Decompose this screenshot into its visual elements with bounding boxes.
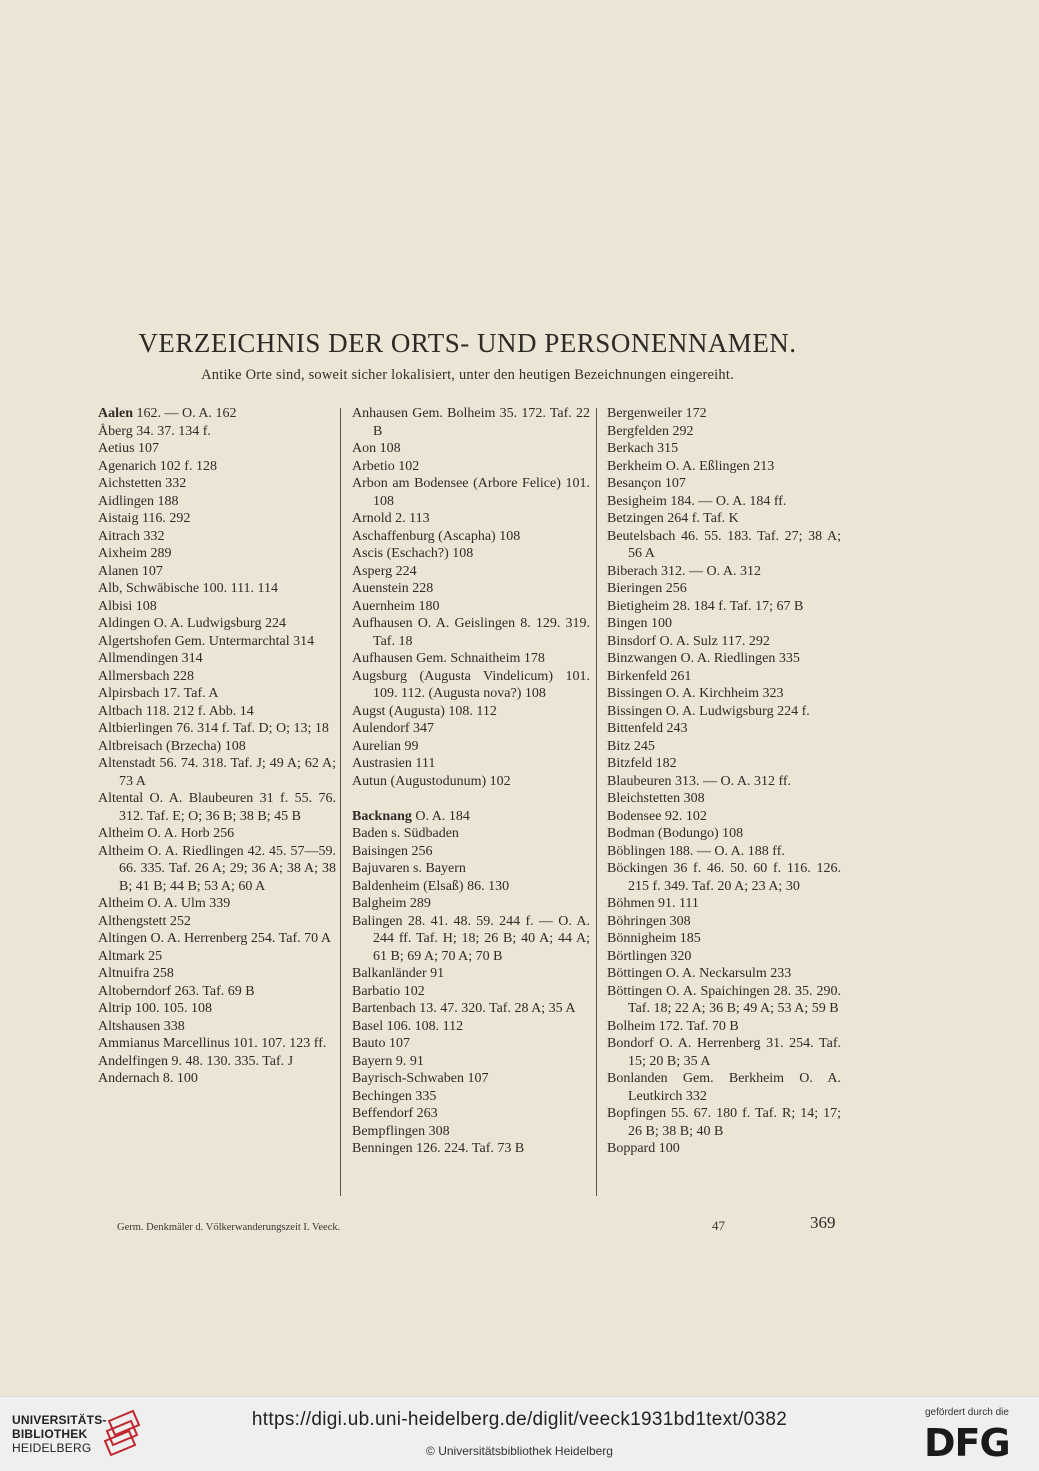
index-entry-text: Aichstetten 332 (98, 476, 187, 491)
index-entry-text: Baden s. Südbaden (352, 826, 459, 841)
index-entry (98, 650, 336, 668)
index-entry (98, 843, 336, 896)
index-entry (607, 773, 841, 791)
index-entry-text: Bonlanden Gem. Berkheim O. A. Leutkirch 332 (607, 1071, 841, 1104)
index-entry-text: Altbreisach (Brzecha) 108 (98, 738, 246, 754)
index-entry (607, 1070, 841, 1105)
index-entry-text: Balkanländer 91 (352, 966, 445, 981)
index-entry (352, 668, 590, 703)
index-entry (607, 580, 841, 598)
index-entry-text: Altbierlingen 76. 314 f. Taf. D; O; 13; 18 (98, 721, 329, 736)
index-entry-text: Bodman (Bodungo) 108 (607, 826, 744, 841)
index-entry-text: 162. — O. A. 162 (133, 406, 237, 421)
index-entry (352, 965, 590, 983)
index-entry-text: Balgheim 289 (352, 896, 431, 911)
index-entry (352, 1018, 590, 1036)
index-entry-text: Bietigheim 28. 184 f. Taf. 17; 67 B (607, 598, 804, 614)
index-entry (98, 1070, 336, 1088)
copyright-notice: © Universitätsbibliothek Heidelberg (426, 1444, 613, 1458)
index-entry-text: Altmark 25 (98, 948, 163, 964)
index-column-3 (607, 405, 841, 1158)
index-entry-text: Bergenweiler 172 (607, 406, 707, 421)
index-entry (98, 703, 336, 721)
index-entry (352, 545, 590, 563)
index-entry-text: O. A. 184 (411, 808, 470, 824)
index-entry (352, 895, 590, 913)
index-entry (607, 860, 841, 895)
index-entry-text: Arbetio 102 (352, 458, 420, 474)
index-entry (98, 1053, 336, 1071)
index-entry (98, 440, 336, 458)
index-entry (607, 930, 841, 948)
column-divider (340, 408, 341, 1196)
index-entry-text: Altrip 100. 105. 108 (98, 1001, 212, 1016)
index-entry (607, 405, 841, 423)
index-entry (98, 580, 336, 598)
index-entry-text: Altental O. A. Blaubeuren 31 f. 55. 76. 312. Taf. E; O; 36 B; 38 B; 45 B (98, 791, 336, 824)
index-entry-text: Besigheim 184. — O. A. 184 ff. (607, 493, 787, 509)
index-entry-text: Bajuvaren s. Bayern (352, 861, 466, 876)
index-entry-text: Austrasien 111 (352, 756, 436, 771)
index-entry-text: Binzwangen O. A. Riedlingen 335 (607, 651, 800, 666)
index-entry-text: Binsdorf O. A. Sulz 117. 292 (607, 633, 770, 649)
index-column-2 (352, 405, 590, 1158)
index-entry-text: Baldenheim (Elsaß) 86. 130 (352, 878, 510, 894)
index-entry-text: Aldingen O. A. Ludwigsburg 224 (98, 616, 286, 631)
index-entry-text: Aon 108 (352, 441, 401, 456)
index-entry (607, 738, 841, 756)
index-entry (98, 965, 336, 983)
index-entry (98, 563, 336, 581)
index-entry (352, 913, 590, 966)
index-entry-text: Auernheim 180 (352, 598, 440, 614)
index-entry (607, 755, 841, 773)
index-entry-text: Böttingen O. A. Neckarsulm 233 (607, 966, 792, 981)
index-entry (352, 1000, 590, 1018)
index-entry-text: Aidlingen 188 (98, 493, 179, 509)
index-entry (352, 738, 590, 756)
index-entry (352, 580, 590, 598)
index-entry (98, 458, 336, 476)
index-entry (352, 598, 590, 616)
index-entry (98, 948, 336, 966)
index-entry-text: Bartenbach 13. 47. 320. Taf. 28 A; 35 A (352, 1001, 576, 1016)
index-entry (98, 1000, 336, 1018)
index-entry-headword: Aalen (98, 406, 133, 421)
index-entry-text: Bissingen O. A. Kirchheim 323 (607, 686, 784, 701)
index-entry (607, 895, 841, 913)
index-entry-text: Bayern 9. 91 (352, 1053, 424, 1069)
index-entry-text: Arnold 2. 113 (352, 511, 430, 526)
index-entry (352, 1123, 590, 1141)
index-entry-text: Allmendingen 314 (98, 651, 203, 666)
index-entry (352, 808, 590, 826)
index-entry (607, 685, 841, 703)
index-entry-text: Bleichstetten 308 (607, 791, 705, 806)
index-entry (98, 475, 336, 493)
index-entry (607, 720, 841, 738)
index-entry-text: Augsburg (Augusta Vindelicum) 101. 109. 112. (Augusta nova?) 108 (352, 668, 590, 701)
index-entry (352, 615, 590, 650)
index-entry (607, 458, 841, 476)
index-entry-text: Algertshofen Gem. Untermarchtal 314 (98, 633, 315, 649)
index-entry (352, 843, 590, 861)
index-entry (352, 1105, 590, 1123)
index-entry-text: Altheim O. A. Horb 256 (98, 826, 235, 841)
index-entry (352, 860, 590, 878)
index-entry-text: Baisingen 256 (352, 843, 433, 859)
index-entry (352, 563, 590, 581)
index-entry (352, 878, 590, 896)
index-entry-text: Altingen O. A. Herrenberg 254. Taf. 70 A (98, 931, 331, 946)
index-entry-text: Altenstadt 56. 74. 318. Taf. J; 49 A; 62 A; 73 A (98, 756, 336, 789)
page-title: VERZEICHNIS DER ORTS- UND PERSONENNAMEN. (138, 328, 797, 358)
index-entry (352, 1140, 590, 1158)
index-entry-text: Aistaig 116. 292 (98, 511, 191, 526)
index-entry-text: Basel 106. 108. 112 (352, 1018, 464, 1034)
index-entry (98, 528, 336, 546)
index-column-1 (98, 405, 336, 1088)
index-entry-text: Beutelsbach 46. 55. 183. Taf. 27; 38 A; 56 A (607, 528, 841, 561)
index-entry (607, 423, 841, 441)
index-entry (352, 405, 590, 440)
index-entry-text: Birkenfeld 261 (607, 668, 692, 684)
index-entry-text: Bayrisch-Schwaben 107 (352, 1071, 489, 1086)
index-entry (607, 633, 841, 651)
index-entry-text: Auenstein 228 (352, 581, 434, 596)
index-entry (607, 843, 841, 861)
index-entry-text: Böttingen O. A. Spaichingen 28. 35. 290. Taf. 18; 22 A; 36 B; 49 A; 53 A; 59 B (607, 983, 841, 1016)
index-entry-text: Bauto 107 (352, 1036, 410, 1051)
index-entry (352, 528, 590, 546)
index-entry (98, 755, 336, 790)
index-entry (352, 458, 590, 476)
index-entry (352, 475, 590, 510)
index-entry-text: Besançon 107 (607, 476, 686, 491)
index-entry (98, 1018, 336, 1036)
index-entry (607, 1140, 841, 1158)
index-entry-text: Böhmen 91. 111 (607, 896, 699, 911)
index-entry-text: Andernach 8. 100 (98, 1071, 198, 1086)
index-entry-text: Aschaffenburg (Ascapha) 108 (352, 528, 521, 544)
funding-note: gefördert durch die (925, 1407, 1009, 1418)
index-entry (352, 720, 590, 738)
index-entry-text: Berkheim O. A. Eßlingen 213 (607, 458, 775, 474)
library-name-line: HEIDELBERG (12, 1441, 92, 1455)
index-entry-text: Bönnigheim 185 (607, 931, 701, 946)
index-entry (98, 423, 336, 441)
index-entry-text: Böblingen 188. — O. A. 188 ff. (607, 843, 785, 859)
index-entry-text: Bieringen 256 (607, 581, 687, 596)
page-subtitle: Antike Orte sind, soweit sicher lokalisiert, unter den heutigen Bezeichnungen eingereiht. (201, 367, 734, 383)
index-entry (607, 965, 841, 983)
index-entry (352, 1035, 590, 1053)
index-entry (352, 703, 590, 721)
index-entry (352, 650, 590, 668)
index-entry (607, 703, 841, 721)
index-entry (607, 1035, 841, 1070)
index-entry-text: Aetius 107 (98, 441, 160, 456)
index-entry-text: Betzingen 264 f. Taf. K (607, 511, 739, 526)
index-entry (98, 913, 336, 931)
index-entry (98, 825, 336, 843)
index-entry-text: Aixheim 289 (98, 546, 172, 561)
index-entry (98, 633, 336, 651)
index-entry (352, 510, 590, 528)
page-number: 369 (810, 1213, 836, 1232)
footer-sheet-number: 47 (712, 1218, 725, 1233)
index-entry-text: Biberach 312. — O. A. 312 (607, 563, 761, 579)
index-entry (98, 983, 336, 1001)
index-entry (352, 1088, 590, 1106)
index-entry (98, 790, 336, 825)
index-entry-text: Benningen 126. 224. Taf. 73 B (352, 1141, 525, 1156)
index-entry (98, 510, 336, 528)
index-entry-text: Bingen 100 (607, 616, 672, 631)
index-entry (607, 668, 841, 686)
library-name-line: UNIVERSITÄTS- (12, 1413, 107, 1427)
index-entry (607, 808, 841, 826)
index-entry-text: Altheim O. A. Ulm 339 (98, 896, 231, 911)
index-entry (98, 598, 336, 616)
index-entry (352, 825, 590, 843)
index-entry (607, 1018, 841, 1036)
index-entry-text: Åberg 34. 37. 134 f. (98, 423, 211, 439)
index-entry (352, 1070, 590, 1088)
viewer-footer-bar (0, 1396, 1039, 1471)
column-divider (596, 408, 597, 1196)
index-entry (607, 948, 841, 966)
index-entry-text: Böckingen 36 f. 46. 50. 60 f. 116. 126. 215 f. 349. Taf. 20 A; 23 A; 30 (607, 861, 841, 894)
index-entry-text: Beffendorf 263 (352, 1106, 438, 1121)
index-entry (607, 913, 841, 931)
index-entry-headword: Backnang (352, 808, 412, 824)
index-entry (98, 668, 336, 686)
index-entry-text: Arbon am Bodensee (Arbore Felice) 101. 108 (352, 476, 590, 509)
index-entry (98, 738, 336, 756)
index-entry (607, 825, 841, 843)
index-entry (352, 1053, 590, 1071)
index-entry-text: Altbach 118. 212 f. Abb. 14 (98, 703, 254, 719)
index-entry (352, 983, 590, 1001)
index-entry-text: Bondorf O. A. Herrenberg 31. 254. Taf. 15; 20 B; 35 A (607, 1036, 841, 1069)
index-entry (607, 440, 841, 458)
index-entry-text: Aufhausen Gem. Schnaitheim 178 (352, 651, 545, 666)
index-entry (607, 528, 841, 563)
index-entry (607, 475, 841, 493)
index-entry-text: Böhringen 308 (607, 913, 691, 929)
index-entry-text: Alpirsbach 17. Taf. A (98, 686, 219, 701)
index-entry-text: Bitz 245 (607, 738, 655, 754)
index-entry-text: Bempflingen 308 (352, 1123, 450, 1139)
index-entry (98, 895, 336, 913)
permalink-url[interactable]: https://digi.ub.uni-heidelberg.de/diglit/veeck1931bd1text/0382 (251, 1409, 788, 1430)
index-entry-text: Berkach 315 (607, 441, 679, 456)
index-entry (607, 650, 841, 668)
index-entry-text: Allmersbach 228 (98, 668, 195, 684)
index-entry-text: Altnuifra 258 (98, 966, 174, 981)
index-entry-text: Börtlingen 320 (607, 948, 692, 964)
index-entry (98, 1035, 336, 1053)
library-name-line: BIBLIOTHEK (12, 1427, 88, 1441)
index-entry (607, 1105, 841, 1140)
index-entry-text: Aurelian 99 (352, 738, 419, 754)
index-entry (98, 545, 336, 563)
index-entry (607, 493, 841, 511)
index-entry-text: Aufhausen O. A. Geislingen 8. 129. 319. Taf. 18 (352, 616, 590, 649)
index-entry-text: Anhausen Gem. Bolheim 35. 172. Taf. 22 B (352, 406, 590, 439)
index-entry (352, 755, 590, 773)
index-entry (98, 720, 336, 738)
index-entry (607, 615, 841, 633)
index-entry-text: Bodensee 92. 102 (607, 808, 707, 824)
index-entry-text: Andelfingen 9. 48. 130. 335. Taf. J (98, 1053, 294, 1069)
index-entry-text: Barbatio 102 (352, 983, 425, 999)
index-entry-text: Bittenfeld 243 (607, 721, 688, 736)
index-entry-text: Aitrach 332 (98, 528, 165, 544)
index-entry (607, 510, 841, 528)
index-entry (352, 440, 590, 458)
index-entry-text: Aulendorf 347 (352, 721, 435, 736)
index-entry (607, 563, 841, 581)
index-entry-text: Bergfelden 292 (607, 423, 694, 439)
index-entry (607, 983, 841, 1018)
index-entry-text: Bechingen 335 (352, 1088, 437, 1104)
dfg-logo: DFG (924, 1421, 1010, 1465)
index-entry (607, 598, 841, 616)
index-entry-text: Altshausen 338 (98, 1018, 185, 1034)
index-entry-text: Blaubeuren 313. — O. A. 312 ff. (607, 773, 792, 789)
footer-source: Germ. Denkmäler d. Völkerwanderungszeit I. Veeck. (117, 1222, 341, 1233)
index-entry-text: Albisi 108 (98, 598, 157, 614)
index-entry-text: Augst (Augusta) 108. 112 (352, 703, 497, 719)
index-entry (98, 405, 336, 423)
index-entry-text: Altoberndorf 263. Taf. 69 B (98, 983, 255, 999)
index-entry-text: Alanen 107 (98, 563, 163, 579)
index-entry-text: Ammianus Marcellinus 101. 107. 123 ff. (98, 1036, 327, 1051)
index-entry-text: Autun (Augustodunum) 102 (352, 773, 511, 789)
index-entry (98, 493, 336, 511)
index-entry-text: Bitzfeld 182 (607, 756, 677, 771)
index-entry-text: Ascis (Eschach?) 108 (352, 546, 474, 561)
index-entry-text: Asperg 224 (352, 563, 417, 579)
index-entry-text: Balingen 28. 41. 48. 59. 244 f. — O. A. 244 ff. Taf. H; 18; 26 B; 40 A; 44 A; 61 B; 69 A; 70 A; 70 B (352, 913, 590, 964)
index-entry-text: Bissingen O. A. Ludwigsburg 224 f. (607, 703, 810, 719)
index-entry-text: Althengstett 252 (98, 913, 191, 929)
index-entry (607, 790, 841, 808)
index-entry (98, 685, 336, 703)
index-entry (98, 930, 336, 948)
index-entry-text: Agenarich 102 f. 128 (98, 458, 217, 474)
index-entry-text: Bolheim 172. Taf. 70 B (607, 1018, 739, 1034)
index-entry-text: Bopfingen 55. 67. 180 f. Taf. R; 14; 17; 26 B; 38 B; 40 B (607, 1106, 841, 1139)
index-entry (98, 615, 336, 633)
index-entry-text: Boppard 100 (607, 1141, 680, 1156)
index-entry (352, 773, 590, 791)
index-entry-text: Alb, Schwäbische 100. 111. 114 (98, 581, 279, 596)
index-entry-text: Altheim O. A. Riedlingen 42. 45. 57—59. 66. 335. Taf. 26 A; 29; 36 A; 38 A; 38 B; 41 B; 44 B; 53 A; 60 A (98, 843, 336, 894)
